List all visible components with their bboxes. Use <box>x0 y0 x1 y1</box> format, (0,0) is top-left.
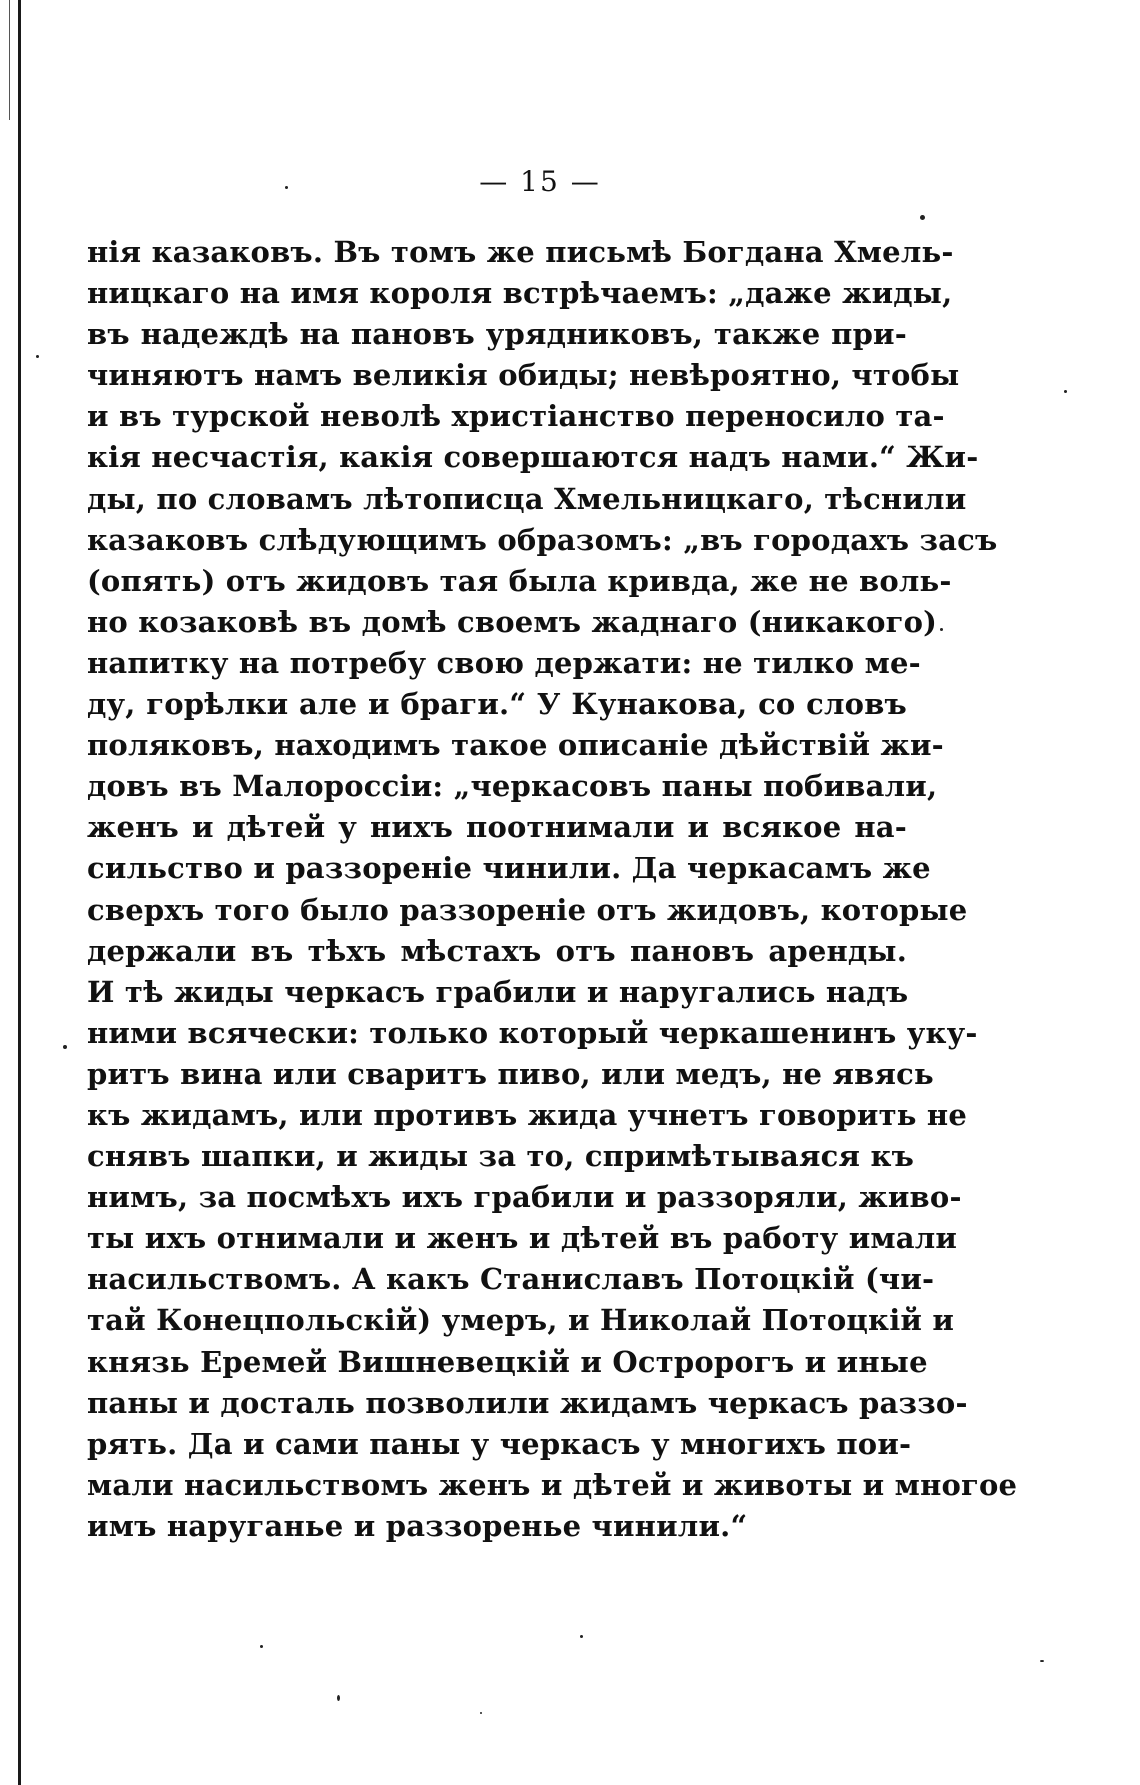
text-line: чиняютъ намъ великія обиды; невѣроятно, чтобы <box>87 358 960 393</box>
text-line: рять. Да и сами паны у черкасъ у многихъ пои- <box>87 1426 912 1461</box>
scan-speck <box>36 355 39 358</box>
text-line-last: имъ наруганье и раззоренье чинили.“ <box>87 1508 748 1543</box>
text-line: напитку на потребу свою держати: не тилко ме- <box>87 645 921 680</box>
text-line: снявъ шапки, и жиды за то, спримѣтываяся къ <box>87 1139 915 1174</box>
scan-speck <box>580 1635 583 1638</box>
scan-speck <box>337 1695 340 1701</box>
scan-speck <box>1064 390 1067 393</box>
text-line: держали въ тѣхъ мѣстахъ отъ пановъ аренды. <box>87 933 907 968</box>
text-line: нія казаковъ. Въ томъ же письмѣ Богдана Хмель- <box>87 235 954 269</box>
page-number: — 15 — <box>479 165 601 198</box>
text-line: женъ и дѣтей у нихъ поотнимали и всякое на- <box>87 810 907 845</box>
text-line: ду, горѣлки але и браги.“ У Кунакова, со словъ <box>87 687 907 722</box>
text-line: въ надеждѣ на пановъ урядниковъ, также при- <box>87 317 907 352</box>
text-line: князь Еремей Вишневецкій и Остророгъ и иные <box>87 1344 928 1379</box>
scan-speck <box>260 1645 263 1648</box>
scan-speck <box>920 215 925 220</box>
text-line: (опять) отъ жидовъ тая была кривда, же не воль- <box>87 563 952 598</box>
text-line: ды, по словамъ лѣтописца Хмельницкаго, тѣснили <box>87 481 967 516</box>
text-line: ними всячески: только который черкашенинъ уку- <box>87 1015 978 1050</box>
text-line: поляковъ, находимъ такое описаніе дѣйствій жи- <box>87 728 944 763</box>
text-line: казаковъ слѣдующимъ образомъ: „въ городахъ засъ <box>87 522 998 557</box>
body-text <box>87 232 1018 1547</box>
text-line: къ жидамъ, или противъ жида учнетъ говорить не <box>87 1097 968 1132</box>
text-line: кія несчастія, какія совершаются надъ нами.“ Жи- <box>87 440 979 475</box>
text-line: паны и досталь позволили жидамъ черкасъ раззо- <box>87 1385 968 1420</box>
text-line: довъ въ Малороссіи: „черкасовъ паны побивали, <box>87 769 938 804</box>
text-line: ницкаго на имя короля встрѣчаемъ: „даже жиды, <box>87 276 953 311</box>
text-line: тай Конецпольскій) умеръ, и Николай Потоцкій и <box>87 1303 955 1338</box>
text-line: сверхъ того было раззореніе отъ жидовъ, которые <box>87 892 968 927</box>
scan-speck <box>1040 1660 1044 1662</box>
text-line: нимъ, за посмѣхъ ихъ грабили и раззоряли, живо- <box>87 1180 962 1215</box>
text-line: ритъ вина или сваритъ пиво, или медъ, не явясь <box>87 1056 934 1091</box>
page-binding-edge-mark <box>9 0 10 120</box>
text-line: ты ихъ отнимали и женъ и дѣтей въ работу имали <box>87 1221 958 1256</box>
text-line: И тѣ жиды черкасъ грабили и наругались надъ <box>87 974 909 1009</box>
page-binding-edge <box>18 0 21 1785</box>
scan-speck <box>480 1712 482 1714</box>
scan-speck <box>940 628 943 631</box>
text-line: насильствомъ. А какъ Станиславъ Потоцкій (чи- <box>87 1262 935 1297</box>
text-line: и въ турской неволѣ христіанство переносило та- <box>87 399 945 434</box>
scan-speck <box>63 1045 67 1049</box>
text-line: мали насильствомъ женъ и дѣтей и животы и многое <box>87 1467 1018 1502</box>
text-line: сильство и раззореніе чинили. Да черкасамъ же <box>87 851 931 886</box>
text-line: но козаковѣ въ домѣ своемъ жаднаго (никакого) <box>87 604 938 639</box>
scan-speck <box>285 186 288 189</box>
